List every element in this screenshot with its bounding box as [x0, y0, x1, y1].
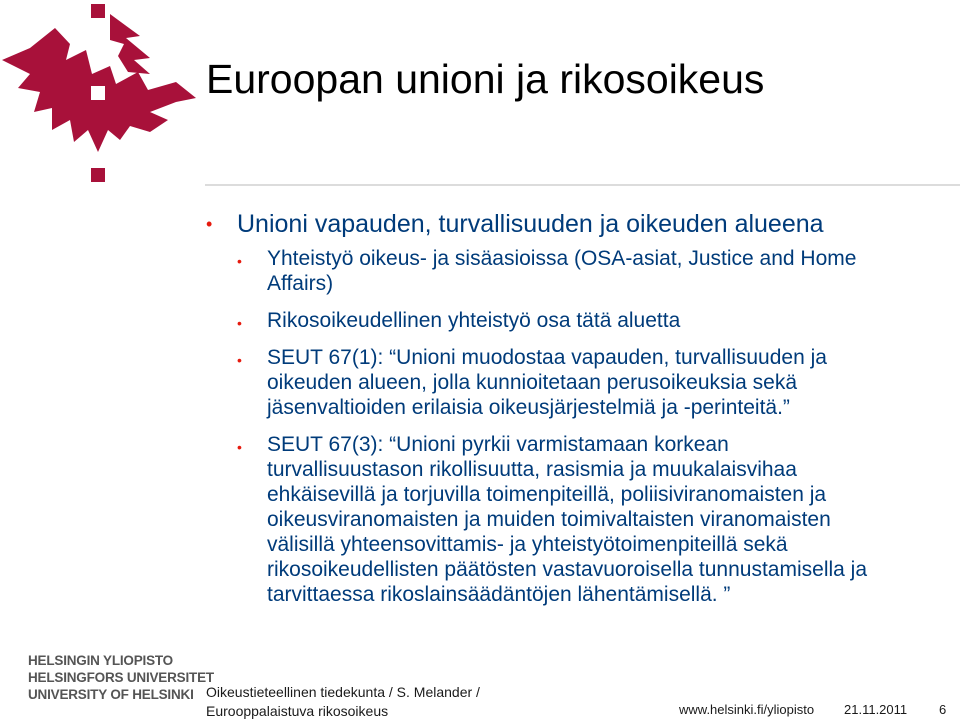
list-item-line: tarvittaessa rikoslainsäädäntöjen lähentämisellä. ”	[267, 583, 731, 606]
list-item-line: Affairs)	[267, 272, 334, 295]
bullet-marker-icon: •	[237, 253, 242, 269]
list-item	[237, 308, 957, 333]
university-name-en: UNIVERSITY OF HELSINKI	[28, 687, 194, 702]
page-number: 6	[939, 702, 947, 717]
university-name-sv: HELSINGFORS UNIVERSITET	[28, 670, 214, 685]
slide-title: Euroopan unioni ja rikosoikeus	[206, 56, 765, 102]
list-item	[237, 246, 957, 296]
footer-author	[206, 683, 480, 721]
university-flame-logo-icon	[0, 0, 200, 190]
list-item-line: jäsenvaltioiden erilaisia oikeusjärjestelmiä ja -perinteitä.”	[267, 396, 790, 419]
footer-url: www.helsinki.fi/yliopisto	[679, 702, 815, 717]
list-item	[237, 345, 957, 420]
sub-bullet-list	[237, 246, 957, 607]
list-item	[237, 432, 957, 607]
list-item-line: Rikosoikeudellinen yhteistyö osa tätä aluetta	[267, 309, 681, 332]
list-item-line: oikeusviranomaisten ja muiden toimivaltaisten viranomaisten	[267, 508, 831, 531]
bullet-marker-icon: •	[237, 352, 242, 368]
list-item-line: oikeuden alueen, jolla kunnioitetaan perusoikeuksia sekä	[267, 371, 798, 394]
footer-author-line: Oikeustieteellinen tiedekunta / S. Melander /	[206, 684, 480, 700]
list-item-line: ehkäisevillä ja torjuvilla toimenpiteillä, poliisiviranomaisten ja	[267, 483, 827, 506]
list-item-line: rikosoikeudellisten päätösten vastavuoroisella tunnustamisella ja	[267, 558, 868, 581]
footer-author-line: Eurooppalaistuva rikosoikeus	[206, 703, 389, 719]
list-item-line: turvallisuustason rikollisuutta, rasismia ja muukalaisvihaa	[267, 458, 797, 481]
bullet-marker-icon: •	[237, 315, 242, 331]
list-item-line: Yhteistyö oikeus- ja sisäasioissa (OSA-asiat, Justice and Home	[267, 247, 857, 270]
university-name-fi: HELSINGIN YLIOPISTO	[28, 653, 173, 668]
title-divider	[205, 184, 960, 186]
footer-date: 21.11.2011	[844, 702, 908, 717]
university-name-logo	[28, 652, 214, 703]
list-item-line: SEUT 67(3): “Unioni pyrkii varmistamaan korkean	[267, 433, 729, 456]
list-item-line: välisillä yhteensovittamis- ja yhteistyötoimenpiteillä sekä	[267, 533, 788, 556]
main-bullet-text: Unioni vapauden, turvallisuuden ja oikeuden alueena	[237, 210, 824, 238]
list-item-line: SEUT 67(1): “Unioni muodostaa vapauden, turvallisuuden ja	[267, 346, 827, 369]
bullet-marker-icon: •	[237, 439, 242, 455]
bullet-marker-icon: •	[206, 214, 213, 234]
